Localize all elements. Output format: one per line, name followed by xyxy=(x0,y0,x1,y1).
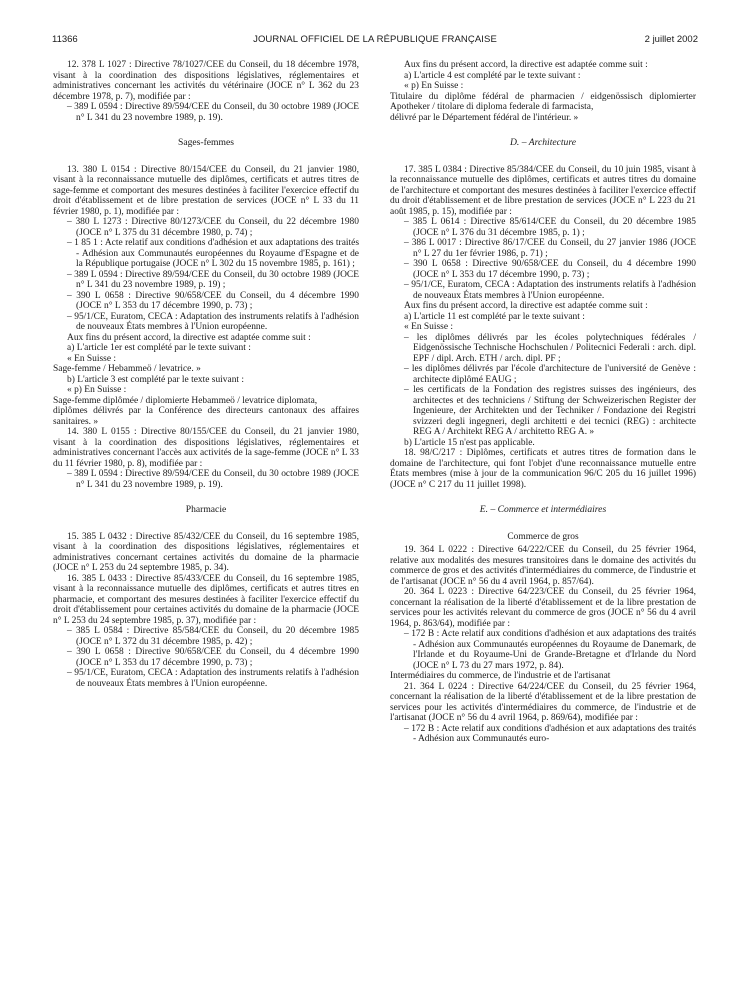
paragraph: 20. 364 L 0223 : Directive 64/223/CEE du Conseil, du 25 février 1964, concernant la réalisation de la liberté d'établissement et de la libre prestation de services pour les activités relevant du commerce de gros (JOCE n° 56 du 4 avril 1964, p. 863/64), modifiée par : xyxy=(390,587,696,629)
paragraph: 15. 385 L 0432 : Directive 85/432/CEE du Conseil, du 16 septembre 1985, visant à la coordination des dispositions législatives, réglementaires et administratives concernant certaines activités du domaine de la pharmacie (JOCE n° L 253 du 24 septembre 1985, p. 34). xyxy=(53,531,359,573)
list-item: – 385 L 0584 : Directive 85/584/CEE du Conseil, du 20 décembre 1985 (JOCE n° L 372 du 31 décembre 1985, p. 42) ; xyxy=(67,626,359,647)
list-item: – 380 L 1273 : Directive 80/1273/CEE du Conseil, du 22 décembre 1980 (JOCE n° L 375 du 31 décembre 1980, p. 74) ; xyxy=(67,217,359,238)
left-column xyxy=(53,60,359,689)
subsection-heading: Commerce de gros xyxy=(507,531,579,542)
section-heading: D. – Architecture xyxy=(510,137,576,148)
list-item: – les certificats de la Fondation des registres suisses des ingénieurs, des architectes et des techniciens / Stiftung der Schweizerischen Register der Ingenieure, der Architekten und der Techniker / Fondazione dei Registri svizzeri degli ingegneri, degli architetti e dei tecnici (REG) : architecte REG A / Architekt REG A / architetto REG A. » xyxy=(404,385,696,437)
paragraph: 13. 380 L 0154 : Directive 80/154/CEE du Conseil, du 21 janvier 1980, visant à la reconnaissance mutuelle des diplômes, certificats et autres titres de sage-femme et comportant des mesures destinées à faciliter l'exercice effectif du droit d'établissement et de libre prestation de services (JOCE n° L 33 du 11 février 1980, p. 1), modifiée par : xyxy=(53,164,359,217)
paragraph: 21. 364 L 0224 : Directive 64/224/CEE du Conseil, du 25 février 1964, concernant la réalisation de la liberté d'établissement et de la libre prestation de services pour les activités d'intermédiaires du commerce, de l'industrie et de l'artisanat (JOCE n° 56 du 4 avril 1964, p. 869/64), modifiée par : xyxy=(390,681,696,723)
list-item: – 95/1/CE, Euratom, CECA : Adaptation des instruments relatifs à l'adhésion de nouveaux États membres à l'Union européenne. xyxy=(67,311,359,332)
section-heading: Pharmacie xyxy=(185,504,227,515)
section-heading: Sages-femmes xyxy=(178,137,234,148)
section-heading: E. – Commerce et intermédiaires xyxy=(479,504,607,515)
paragraph: 14. 380 L 0155 : Directive 80/155/CEE du Conseil, du 21 janvier 1980, visant à la coordination des dispositions législatives, réglementaires et administratives concernant l'accès aux activités de la sage-femme (JOCE n° L 33 du 11 février 1980, p. 8), modifiée par : xyxy=(53,427,359,469)
list-item: – 172 B : Acte relatif aux conditions d'adhésion et aux adaptations des traités - Adhésion aux Communautés euro- xyxy=(404,723,696,744)
list-item: – 389 L 0594 : Directive 89/594/CEE du Conseil, du 30 octobre 1989 (JOCE n° L 341 du 23 novembre 1989, p. 19). xyxy=(67,469,359,490)
paragraph: Sage-femme diplômée / diplomierte Hebammeö / levatrice diplomata, xyxy=(53,395,318,406)
paragraph: a) L'article 4 est complété par le texte suivant : xyxy=(404,70,581,81)
paragraph: 19. 364 L 0222 : Directive 64/222/CEE du Conseil, du 25 février 1964, relative aux modalités des mesures transitoires dans le domaine des activités du commerce de gros et des activités d'intermédiaires du commerce, de l'industrie et de l'artisanat (JOCE n° 56 du 4 avril 1964, p. 857/64). xyxy=(390,545,696,587)
paragraph: Aux fins du présent accord, la directive est adaptée comme suit : xyxy=(67,332,311,343)
list-item: – 389 L 0594 : Directive 89/594/CEE du Conseil, du 30 octobre 1989 (JOCE n° L 341 du 23 novembre 1989, p. 19) ; xyxy=(67,269,359,290)
right-column xyxy=(390,60,696,745)
list-item: – 172 B : Acte relatif aux conditions d'adhésion et aux adaptations des traités - Adhésion aux Communautés européennes du Royaume de Danemark, de l'Irlande et du Royaume-Uni de Grande-Bretagne et d'Irlande du Nord (JOCE n° L 73 du 27 mars 1972, p. 84). xyxy=(404,629,696,671)
list-item: – 95/1/CE, Euratom, CECA : Adaptation des instruments relatifs à l'adhésion de nouveaux États membres à l'Union européenne. xyxy=(67,668,359,689)
paragraph: « En Suisse : xyxy=(404,322,454,332)
paragraph: 17. 385 L 0384 : Directive 85/384/CEE du Conseil, du 10 juin 1985, visant à la reconnaissance mutuelle des diplômes, certificats et autres titres du domaine de l'architecture et comportant des mesures destinées à faciliter l'exercice effectif du droit d'établissement et de libre prestation de services (JOCE n° L 223 du 21 août 1985, p. 15), modifiée par : xyxy=(390,164,696,217)
list-item: – 1 85 1 : Acte relatif aux conditions d'adhésion et aux adaptations des traités - Adhésion aux Communautés européennes du Royaume d'Espagne et de la République portugaise (JOCE n° L 302 du 15 novembre 1985, p. 161) ; xyxy=(67,238,359,269)
page-number: 11366 xyxy=(52,34,78,45)
paragraph: Intermédiaires du commerce, de l'industrie et de l'artisanat xyxy=(390,671,611,681)
paragraph: Aux fins du présent accord, la directive est adaptée comme suit : xyxy=(404,301,648,311)
list-item: – 390 L 0658 : Directive 90/658/CEE du Conseil, du 4 décembre 1990 (JOCE n° L 353 du 17 décembre 1990, p. 73) ; xyxy=(404,259,696,280)
journal-title: JOURNAL OFFICIEL DE LA RÉPUBLIQUE FRANÇAISE xyxy=(253,34,497,45)
paragraph: Aux fins du présent accord, la directive est adaptée comme suit : xyxy=(404,60,648,70)
paragraph: a) L'article 1er est complété par le texte suivant : xyxy=(67,343,251,353)
paragraph: Sage-femme / Hebammeö / levatrice. » xyxy=(53,364,201,374)
paragraph: « p) En Suisse : xyxy=(404,81,464,91)
paragraph: Titulaire du diplôme fédéral de pharmacien / eidgenössisch diplomierter Apotheker / titolare di diploma federale di farmacista, xyxy=(390,91,696,112)
paragraph: 16. 385 L 0433 : Directive 85/433/CEE du Conseil, du 16 septembre 1985, visant à la reconnaissance mutuelle des diplômes, certificats et autres titres en pharmacie, et comportant des mesures destinées à faciliter l'exercice effectif du droit d'établissement pour certaines activités du domaine de la pharmacie (JOCE n° L 253 du 24 septembre 1985, p. 37), modifiée par : xyxy=(53,573,359,626)
list-item: – 390 L 0658 : Directive 90/658/CEE du Conseil, du 4 décembre 1990 (JOCE n° L 353 du 17 décembre 1990, p. 73) ; xyxy=(67,647,359,668)
paragraph: b) L'article 15 n'est pas applicable. xyxy=(404,437,535,448)
list-item: – 385 L 0614 : Directive 85/614/CEE du Conseil, du 20 décembre 1985 (JOCE n° L 376 du 31 décembre 1985, p. 1) ; xyxy=(404,217,696,238)
paragraph: diplômes délivrés par la Conférence des directeurs cantonaux des affaires sanitaires. » xyxy=(53,406,359,427)
list-item: – 389 L 0594 : Directive 89/594/CEE du Conseil, du 30 octobre 1989 (JOCE n° L 341 du 23 novembre 1989, p. 19). xyxy=(67,102,359,123)
publication-date: 2 juillet 2002 xyxy=(644,34,698,45)
paragraph: a) L'article 11 est complété par le texte suivant : xyxy=(404,311,585,322)
list-item: – 390 L 0658 : Directive 90/658/CEE du Conseil, du 4 décembre 1990 (JOCE n° L 353 du 17 décembre 1990, p. 73) ; xyxy=(67,290,359,311)
paragraph: b) L'article 3 est complété par le texte suivant : xyxy=(67,374,245,385)
paragraph: 12. 378 L 1027 : Directive 78/1027/CEE du Conseil, du 18 décembre 1978, visant à la coordination des dispositions législatives, réglementaires et administratives concernant les activités du vétérinaire (JOCE n° L 362 du 23 décembre 1978, p. 7), modifiée par : xyxy=(53,60,359,102)
paragraph: 18. 98/C/217 : Diplômes, certificats et autres titres de formation dans le domaine de l'architecture, qui font l'objet d'une reconnaissance mutuelle entre États membres (mise à jour de la communication 96/C 205 du 16 juillet 1996) (JOCE n° C 217 du 11 juillet 1998). xyxy=(390,448,696,490)
page-header xyxy=(52,34,698,48)
paragraph: « En Suisse : xyxy=(67,353,117,364)
list-item: – 95/1/CE, Euratom, CECA : Adaptation des instruments relatifs à l'adhésion de nouveaux États membres à l'Union européenne. xyxy=(404,280,696,301)
list-item: – 386 L 0017 : Directive 86/17/CEE du Conseil, du 27 janvier 1986 (JOCE n° L 27 du 1er février 1986, p. 71) ; xyxy=(404,238,696,259)
list-item: – les diplômes délivrés par les écoles polytechniques fédérales / Eidgenössische Technische Hochschulen / Politecnici Federali : arch. dipl. EPF / dipl. Arch. ETH / arch. dipl. PF ; xyxy=(404,332,696,364)
paragraph: « p) En Suisse : xyxy=(67,385,127,395)
paragraph: délivré par le Département fédéral de l'intérieur. » xyxy=(390,112,579,123)
list-item: – les diplômes délivrés par l'école d'architecture de l'université de Genève : architecte diplômé EAUG ; xyxy=(404,364,696,385)
